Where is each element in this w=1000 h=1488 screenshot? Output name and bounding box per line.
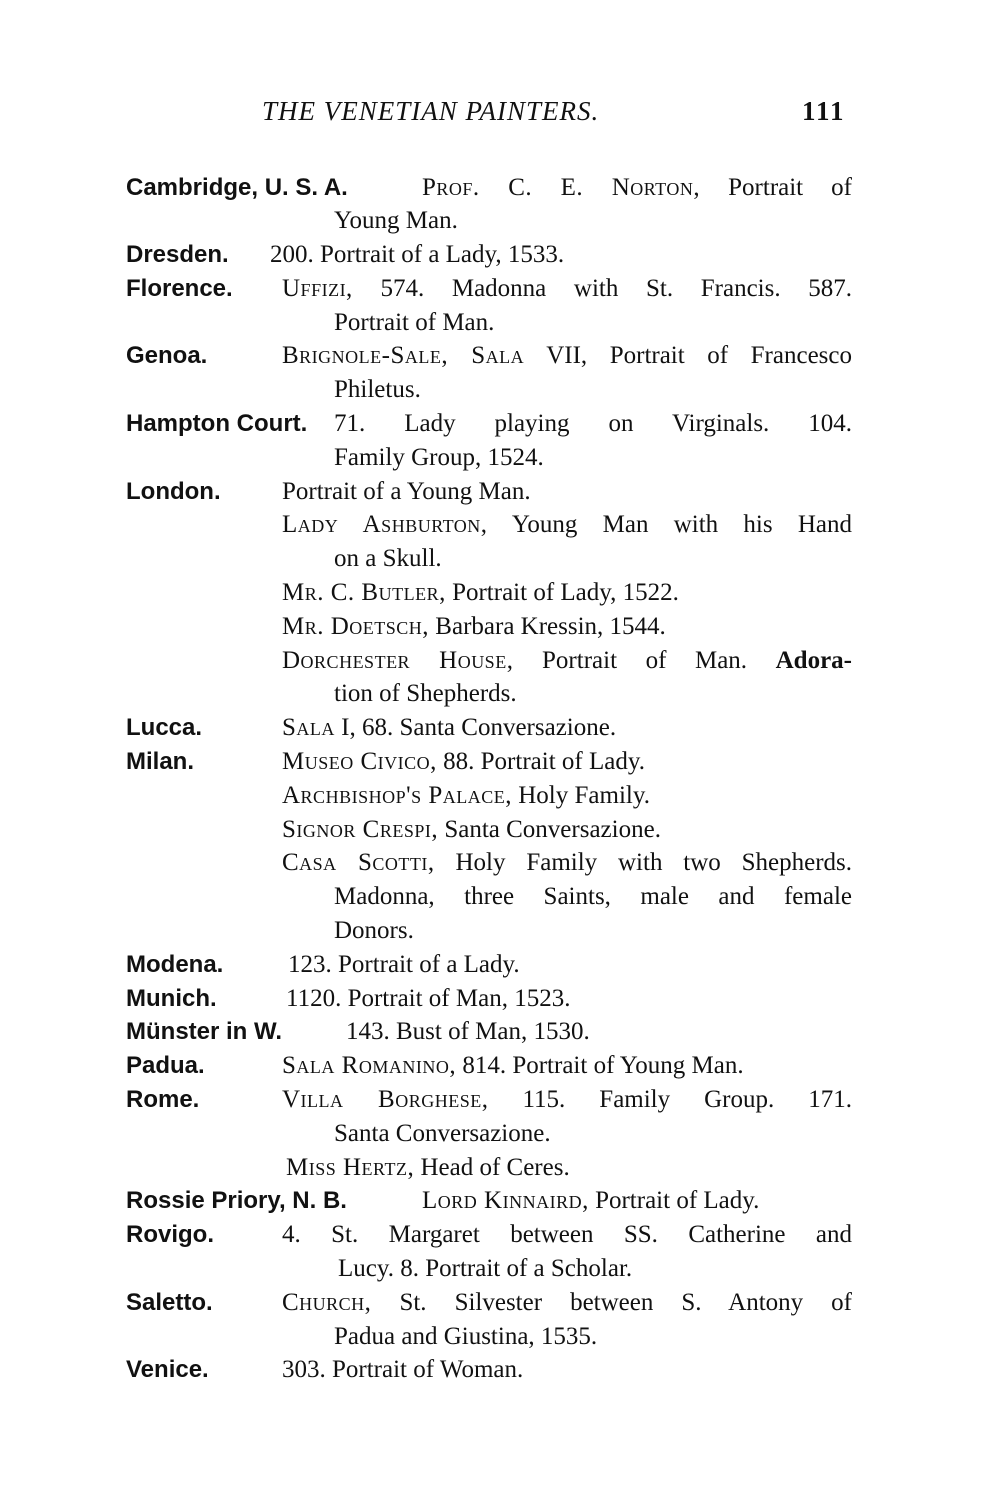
entry-text (334, 441, 544, 475)
entry-line (126, 508, 852, 542)
entry-line (126, 1286, 852, 1320)
entry-line (126, 846, 852, 880)
entry-description: I, 68. Santa Conversazione. (334, 714, 617, 741)
collection-name: Church, (282, 1289, 372, 1316)
entry-line (126, 610, 852, 644)
entry-line (126, 745, 852, 779)
entry-line (126, 813, 852, 847)
entry-text (282, 508, 852, 542)
entry-line (126, 914, 852, 948)
entry-description: 574. Madonna with St. Francis. 587. (352, 275, 852, 302)
entry-description: Young Man with his Hand (487, 511, 852, 538)
collection-name: Villa Borghese, (282, 1086, 489, 1113)
entry-text (282, 813, 661, 847)
entry-line (126, 407, 852, 441)
city-name: Rome. (126, 1086, 200, 1113)
entry-text (286, 1151, 570, 1185)
entry-text (282, 1049, 744, 1083)
entry-line (126, 373, 852, 407)
entry-text (282, 745, 645, 779)
city-name: Saletto. (126, 1289, 213, 1316)
entry-text (282, 475, 531, 509)
entry-text (282, 272, 852, 306)
entry-line (126, 1184, 852, 1218)
entry-line (126, 1049, 852, 1083)
entry-description: Portrait of Lady. (588, 1187, 760, 1214)
entry-line (126, 339, 852, 373)
entry-text (282, 1218, 852, 1252)
entry-description: Donors. (334, 917, 414, 944)
collection-name: Uffizi, (282, 275, 353, 302)
entry-text (282, 846, 852, 880)
collection-name: Sala (282, 714, 335, 741)
city-name: Hampton Court. (126, 410, 308, 437)
entry-line (126, 1320, 852, 1354)
entry-line (126, 171, 852, 205)
city-name: Genoa. (126, 342, 208, 369)
running-header (0, 96, 1000, 136)
entry-description: Madonna, three Saints, male and female (334, 883, 852, 910)
entry-description: Portrait of (700, 174, 852, 201)
entry-description: Portrait of Man. (334, 309, 495, 336)
city-name: Modena. (126, 951, 224, 978)
collection-name: Archbishop's Palace, (282, 782, 512, 809)
collection-name: Prof. C. E. Norton, (422, 174, 701, 201)
city-name: Cambridge, U. S. A. (126, 174, 348, 201)
entry-text (334, 880, 852, 914)
entry-line (126, 306, 852, 340)
entry-line (126, 711, 852, 745)
collection-name: Museo Civico, (282, 748, 437, 775)
collection-name: Miss Hertz, (286, 1154, 415, 1181)
entry-text (288, 948, 520, 982)
entry-description: St. Silvester between S. Antony of (371, 1289, 852, 1316)
entry-description: on a Skull. (334, 545, 442, 572)
entry-text (338, 1252, 632, 1286)
entry-description: Holy Family with two Shepherds. (434, 849, 853, 876)
collection-name: Mr. Doetsch, (282, 613, 430, 640)
entry-text (422, 171, 852, 205)
entry-description: 4. St. Margaret between SS. Catherine and (282, 1221, 852, 1248)
entry-line (126, 779, 852, 813)
entry-text (282, 610, 666, 644)
entry-description: Padua and Giustina, 1535. (334, 1323, 598, 1350)
entry-description: Portrait of Man. (513, 647, 776, 674)
entry-text (282, 779, 650, 813)
city-name: Venice. (126, 1356, 209, 1383)
entry-line (126, 441, 852, 475)
entry-description: 71. Lady playing on Virginals. 104. (334, 410, 852, 437)
entry-line (126, 542, 852, 576)
entry-description: 303. Portrait of Woman. (282, 1356, 524, 1383)
entry-line (126, 1151, 852, 1185)
entry-line (126, 1353, 852, 1387)
entry-line (126, 238, 852, 272)
entry-description: 143. Bust of Man, 1530. (346, 1018, 590, 1045)
entry-description: VII, Portrait of Francesco (524, 342, 852, 369)
entry-text (334, 1117, 551, 1151)
entry-line (126, 677, 852, 711)
entry-line (126, 204, 852, 238)
entry-description: Santa Conversazione. (438, 816, 661, 843)
entry-description: Portrait of a Young Man. (282, 478, 531, 505)
entry-line (126, 948, 852, 982)
entry-text (422, 1184, 759, 1218)
city-name: London. (126, 478, 221, 505)
entry-text (282, 711, 616, 745)
entry-line (126, 1015, 852, 1049)
entry-text (282, 1083, 852, 1117)
entry-text (282, 1353, 523, 1387)
entry-line (126, 1252, 852, 1286)
entry-line (126, 880, 852, 914)
entry-line (126, 1218, 852, 1252)
collection-name: Lady Ashburton, (282, 511, 488, 538)
entry-description: Lucy. 8. Portrait of a Scholar. (338, 1255, 633, 1282)
entry-line (126, 576, 852, 610)
collection-name: Lord Kinnaird, (422, 1187, 589, 1214)
entry-description: 814. Portrait of Young Man. (456, 1052, 744, 1079)
entry-description: Head of Ceres. (414, 1154, 570, 1181)
entry-description: Santa Conversazione. (334, 1120, 551, 1147)
city-name: Milan. (126, 748, 195, 775)
collection-name: Mr. C. Butler, (282, 579, 446, 606)
entry-text (334, 542, 442, 576)
collection-name: Casa Scotti, (282, 849, 435, 876)
entry-description: Portrait of Lady, 1522. (445, 579, 679, 606)
city-name: Florence. (126, 275, 233, 302)
collection-name: Signor Crespi, (282, 816, 439, 843)
entry-text (282, 1286, 852, 1320)
entry-emphasis: Adora- (775, 647, 853, 674)
entry-description: Young Man. (334, 207, 458, 234)
entry-text (334, 914, 414, 948)
entry-description: Holy Family. (512, 782, 650, 809)
city-name: Rossie Priory, N. B. (126, 1187, 347, 1214)
city-name: Rovigo. (126, 1221, 214, 1248)
entry-description: 115. Family Group. 171. (488, 1086, 852, 1113)
entry-line (126, 1117, 852, 1151)
city-name: Münster in W. (126, 1018, 282, 1045)
city-name: Lucca. (126, 714, 203, 741)
entry-description: 123. Portrait of a Lady. (288, 951, 520, 978)
entry-text (286, 982, 570, 1016)
city-name: Padua. (126, 1052, 205, 1079)
entry-text (282, 576, 679, 610)
entry-text (282, 339, 852, 373)
entry-text (334, 1320, 597, 1354)
entry-text (270, 238, 564, 272)
entry-line (126, 644, 852, 678)
city-name: Munich. (126, 985, 217, 1012)
collection-name: Dorchester House, (282, 647, 514, 674)
entry-description: tion of Shepherds. (334, 680, 517, 707)
entry-text (334, 373, 421, 407)
entry-text (346, 1015, 590, 1049)
entry-text (334, 677, 517, 711)
entry-text (334, 306, 494, 340)
collection-name: Sala Romanino, (282, 1052, 457, 1079)
entry-text (282, 644, 852, 678)
entry-line (126, 1083, 852, 1117)
entry-text (334, 204, 458, 238)
entry-text (334, 407, 852, 441)
entry-line (126, 475, 852, 509)
entry-description: Barbara Kressin, 1544. (429, 613, 666, 640)
entry-description: 88. Portrait of Lady. (436, 748, 645, 775)
running-title: THE VENETIAN PAINTERS. (262, 96, 600, 126)
page-number: 111 (802, 96, 846, 126)
entry-line (126, 272, 852, 306)
entry-line (126, 982, 852, 1016)
collection-name: Brignole-Sale, Sala (282, 342, 525, 369)
city-name: Dresden. (126, 241, 229, 268)
entry-description: 200. Portrait of a Lady, 1533. (270, 241, 565, 268)
entry-description: 1120. Portrait of Man, 1523. (286, 985, 571, 1012)
entry-description: Philetus. (334, 376, 421, 403)
entry-description: Family Group, 1524. (334, 444, 544, 471)
